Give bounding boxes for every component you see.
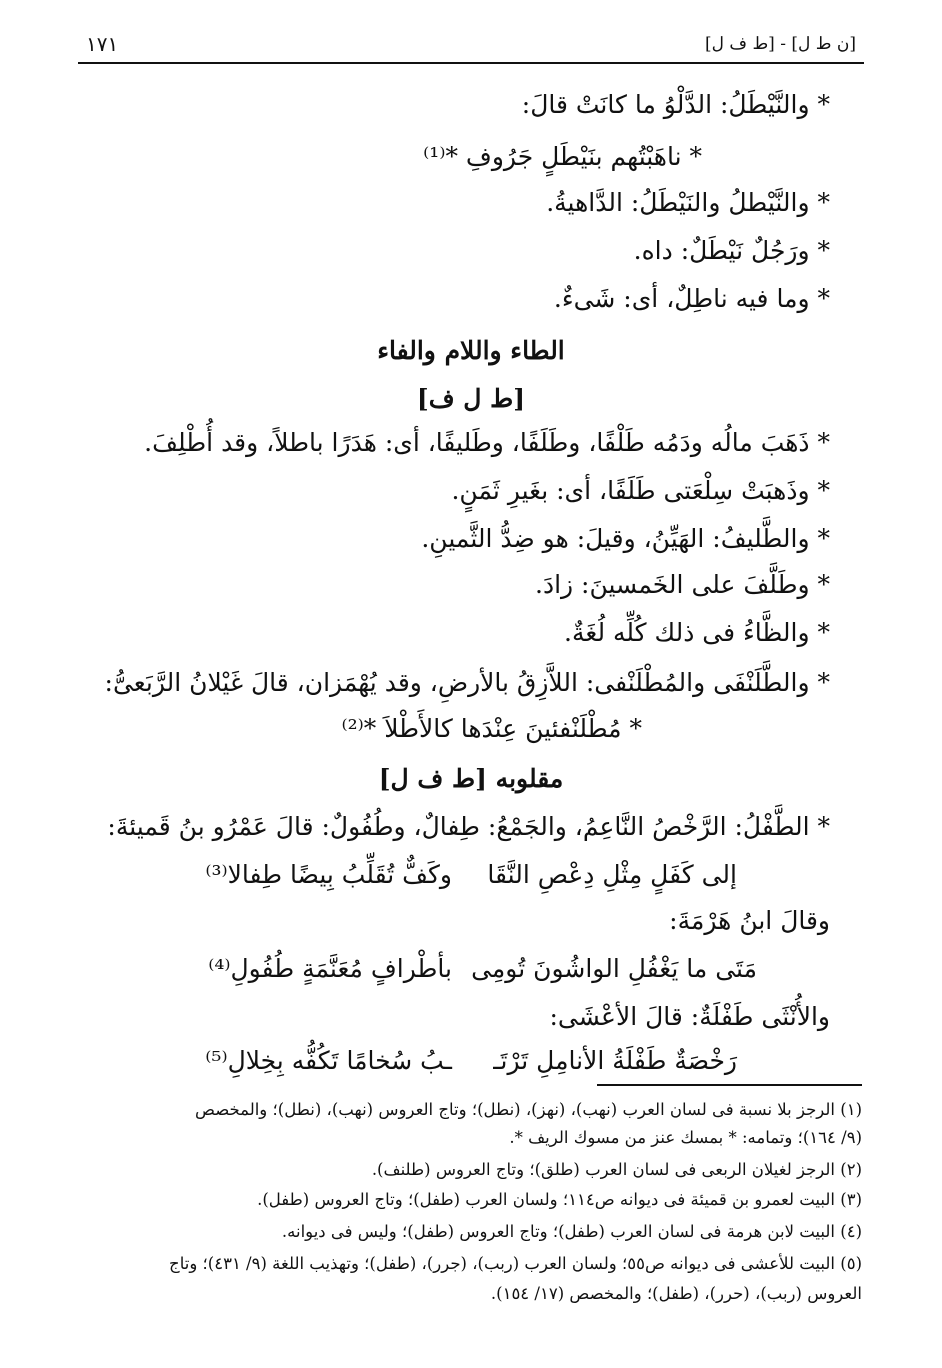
text-line: * والنَّيْطلُ والنَيْطَلُ: الدَّاهيةُ. (546, 188, 830, 217)
text-line: * ورَجُلٌ نَيْطَلٌ: داه. (633, 236, 830, 265)
text-line: * والطَّلَنْفَى والمُطْلَنْفى: اللاَّزِقُ بالأرضِ، وقد يُهْمَزان، قالَ غَيْلانُ الرَّبَعىُّ: (104, 668, 830, 697)
text-line: * الطَّفْلُ: الرَّخْصُ النَّاعِمُ، والجَمْعُ: طِفالٌ، وطُفُولٌ: قالَ عَمْرُو بنُ قَميئةَ: (107, 812, 830, 841)
verse-hemistich-second: وكَفٌّ تُقَلِّبُ بِيضًا طِفالا⁽³⁾ (205, 860, 452, 889)
footnote: (٩/ ١٦٤)؛ وتمامه: * بمسك عنز من مسوك الريف *. (509, 1128, 862, 1147)
footnote-divider (597, 1084, 862, 1086)
page-number: ١٧١ (86, 32, 119, 56)
footnote: العروس (ربب)، (حرر)، (طفل)؛ والمخصص (١٧/ ١٥٤). (490, 1284, 862, 1303)
page-header (78, 28, 864, 64)
text-line: والأُنْثَى طَفْلَةٌ: قالَ الأعْشَى: (549, 1002, 830, 1031)
text-line: * وطَلَّفَ على الخَمسينَ: زادَ. (535, 570, 830, 599)
root-heading: [ط ل ف] (416, 384, 526, 413)
footnote: (٥) البيت للأعشى فى ديوانه ص٥٥؛ ولسان العرب (ربب)، (جرر)، (طفل)؛ وتهذيب اللغة (٩/ ٤٣١)؛ وتاج (169, 1254, 862, 1273)
footnote: (٣) البيت لعمرو بن قميئة فى ديوانه ص١١٤؛ ولسان العرب (طفل)؛ وتاج العروس (طفل). (257, 1190, 862, 1209)
text-line: * والطَّليفُ: الهَيِّنُ، وقيلَ: هو ضِدُّ الثَّمينِ. (421, 524, 830, 553)
verse-hemistich-first: إلى كَفَلٍ مِثْلِ دِعْصِ النَّقَا (487, 860, 737, 889)
verse-hemistich-first: رَخْصَةٌ طَفْلَةُ الأنامِلِ تَرْتَـ (493, 1046, 737, 1075)
verse-hemistich-second: ـبُ سُخامًا تَكُفُّه بِخِلالِ⁽⁵⁾ (205, 1046, 452, 1075)
text-line: * والنَّيْطَلُ: الدَّلْوُ ما كانَتْ قالَ: (521, 90, 830, 119)
text-line: * ذَهَبَ مالُه ودَمُه طَلْفًا، وطَلَفًا، وطَليفًا، أى: هَدَرًا باطلاً، وقد أُطْلِفَ. (144, 428, 830, 457)
footnote: (٢) الرجز لغيلان الربعى فى لسان العرب (طلق)؛ وتاج العروس (طلنف). (371, 1160, 862, 1179)
text-line: * وما فيه ناطِلٌ، أى: شَىءٌ. (553, 284, 830, 313)
footnote: (١) الرجز بلا نسبة فى لسان العرب (نهب)، (نهز)، (نطل)؛ وتاج العروس (نهب)، (نطل)؛ والمخصص (194, 1100, 862, 1119)
root-heading: مقلوبه [ط ف ل] (378, 764, 564, 793)
verse-line: * مُطْلَنْفئينَ عِنْدَها كالأَطْلاَ *⁽²⁾ (341, 714, 642, 743)
verse-hemistich-second: بأطْرافٍ مُعَنَّمَةٍ طُفُولِ⁽⁴⁾ (208, 954, 452, 983)
verse-hemistich-first: مَتَى ما يَغْفُلِ الواشُونَ تُومِى (471, 954, 757, 983)
section-title: الطاء واللام والفاء (377, 336, 565, 365)
text-line: * وذَهبَتْ سِلْعَتى طَلَفًا، أى: بغَيرِ ثَمَنٍ. (451, 476, 830, 505)
text-line: وقالَ ابنُ هَرْمَةَ: (669, 906, 830, 935)
footnote: (٤) البيت لابن هرمة فى لسان العرب (طفل)؛ وتاج العروس (طفل)؛ وليس فى ديوانه. (281, 1222, 862, 1241)
verse-line: * ناهَبْتُهم بنَيْطَلٍ جَرُوفِ *⁽¹⁾ (423, 142, 702, 171)
text-line: * والظَّاءُ فى ذلك كُلِّه لُغَةٌ. (564, 618, 830, 647)
running-head: [ن ط ل] - [ط ف ل] (705, 34, 856, 54)
